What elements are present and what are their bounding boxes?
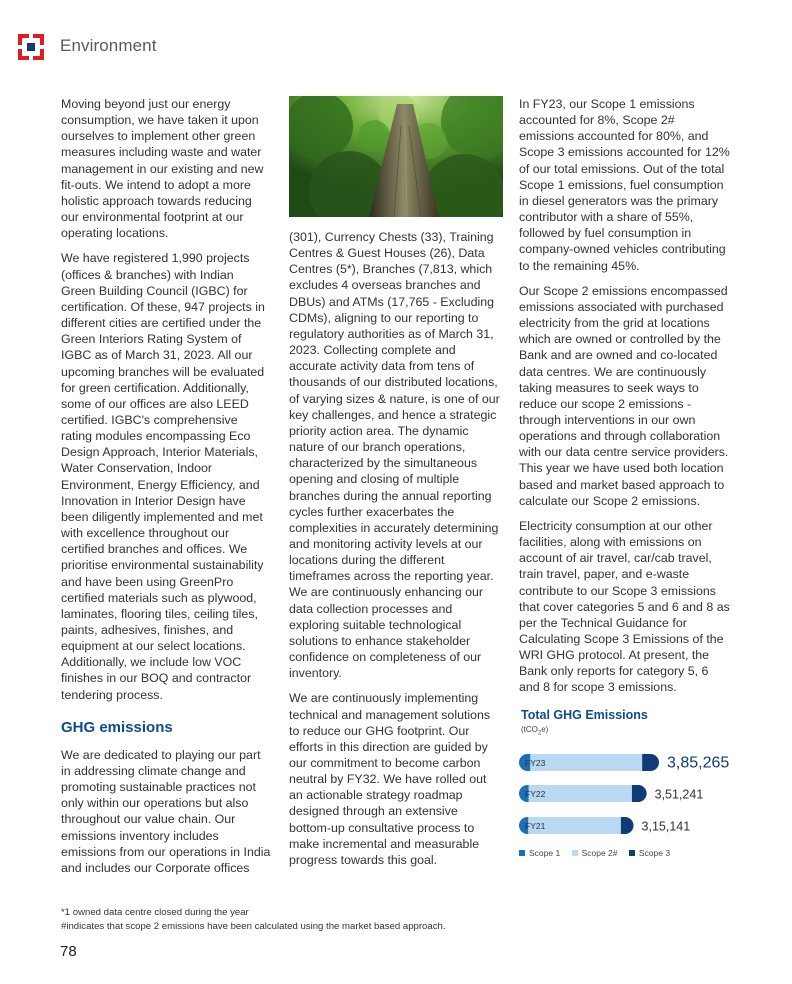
legend-swatch	[519, 850, 525, 856]
chart-title: Total GHG Emissions	[521, 708, 648, 722]
total-value-label: 3,15,141	[641, 819, 691, 834]
chart-legend	[519, 848, 679, 858]
paragraph: We have registered 1,990 projects (offices & branches) with Indian Green Building Council (IGBC) for certification. Of these, 947 projects in different cities are certified under the Green Interiors Rating System of IGBC as of March 31, 2023. All our upcoming branches will be evaluated for green certification. Additionally, some of our offices are also LEED certified. IGBC's comprehensive rating modules encompassing Eco Design Approach, Interior Materials, Water Conservation, Indoor Environment, Energy Efficiency, and Innovation in Interior Design have been diligently implemented and met with excellence throughout our certified branches and offices. We prioritise environmental sustainability and have been using GreenPro certified materials such as plywood, laminates, flooring tiles, ceiling tiles, paints, adhesives, finishes, and equipment at our select locations. Additionally, we include low VOC finishes in our BOQ and contractor tendering process.	[61, 251, 265, 702]
legend-item-scope-1	[519, 848, 560, 858]
column-right	[519, 96, 731, 705]
paragraph: Moving beyond just our energy consumption, we have taken it upon ourselves to implement other green measures including waste and water management in our existing and new fit-outs. We intend to adopt a more holistic approach towards reducing our environmental footprint at our operating locations.	[61, 97, 264, 241]
column-left	[61, 96, 271, 885]
legend-swatch	[629, 850, 635, 856]
paragraph: We are dedicated to playing our part in addressing climate change and promoting sustainable practices not only within our operations but also throughout our value chain. Our emissions inventory includes emissions from our operations in India and includes our Corporate offices	[61, 747, 271, 875]
unit-subscript: 2	[537, 730, 542, 737]
unit-prefix: (tCO	[521, 725, 538, 734]
unit-suffix: e)	[541, 725, 549, 734]
hdfc-bank-logo	[18, 34, 44, 60]
total-ghg-emissions-chart	[516, 704, 746, 858]
ghg-emissions-heading: GHG emissions	[61, 718, 173, 736]
paragraph: Electricity consumption at our other facilities, along with emissions on account of air travel, car/cab travel, train travel, paper, and e-waste contribute to our Scope 3 emissions that cover categories 5 and 6 and 8 as per the Technical Guidance for Calculating Scope 3 Emissions of the WRI GHG protocol. At present, the Bank only reports for category 5, 6 and 8 for scope 3 emissions.	[519, 518, 730, 695]
footnote-2: #indicates that scope 2 emissions have been calculated using the market based approach.	[61, 920, 446, 932]
total-value-label: 3,51,241	[654, 787, 704, 802]
paragraph: We are continuously implementing technical and management solutions to reduce our GHG footprint. Our efforts in this direction are guided by our commitment to become carbon neutral by FY32. We have rolled out an actionable strategy roadmap designed through an extensive bottom-up consultative process to make incremental and measurable progress towards this goal.	[289, 691, 491, 867]
legend-label: Scope 3	[638, 848, 671, 858]
paragraph: In FY23, our Scope 1 emissions accounted for 8%, Scope 2# emissions accounted for 80%, and Scope 3 emissions accounted for 12% of our total emissions. Out of the total Scope 1 emissions, fuel consumption in diesel generators was the primary contributor with a share of 55%, followed by fuel consumption in company-owned vehicles contributing to the remaining 45%.	[519, 97, 730, 273]
page-number: 78	[60, 943, 77, 960]
total-value-label: 3,85,265	[667, 754, 730, 772]
legend-label: Scope 1	[529, 848, 561, 858]
bar-fy22-scope-3	[632, 785, 647, 802]
chart-plot	[516, 704, 746, 844]
category-label: FY23	[525, 758, 546, 768]
legend-label: Scope 2#	[581, 848, 618, 858]
category-label: FY22	[525, 789, 546, 799]
paragraph: (301), Currency Chests (33), Training Centres & Guest Houses (26), Data Centres (5*), Branches (7,813, which excludes 4 overseas branches and DBUs) and ATMs (17,765 - Excluding CDMs), aligning to our reporting to regulatory authorities as of March 31, 2023. Collecting complete and accurate activity data from tens of thousands of our distributed locations, of varying sizes & nature, is one of our key challenges, and hence a strategic priority action area. The dynamic nature of our branch operations, characterized by the simultaneous opening and closing of multiple branches during the annual reporting cycles further exacerbates the complexities in accurately determining and monitoring activity levels at our locations during the different timeframes across the reporting year. We are continuously enhancing our data collection processes and exploring suitable technological solutions to enhance stakeholder confidence on completeness of our inventory.	[289, 230, 500, 681]
legend-item-scope-2	[572, 848, 618, 858]
category-label: FY21	[525, 821, 546, 831]
bar-fy23-scope-2	[530, 754, 643, 771]
section-title: Environment	[60, 36, 157, 55]
legend-swatch	[572, 850, 578, 856]
footnotes	[61, 906, 446, 933]
bar-fy23-scope-3	[642, 754, 659, 771]
legend-item-scope-3	[629, 848, 670, 858]
column-middle	[289, 229, 501, 877]
forest-canopy-photo	[289, 96, 503, 217]
bar-fy21-scope-3	[621, 817, 634, 834]
paragraph: Our Scope 2 emissions encompassed emissions associated with purchased electricity from the grid at locations which are owned or controlled by the Bank and are owned and co-located data centres. We are continuously taking measures to seek ways to reduce our scope 2 emissions - through interventions in our own operations and through collaboration with our data centre service providers. This year we have used both location based and market based approach to calculate our Scope 2 emissions.	[519, 283, 729, 508]
footnote-1: *1 owned data centre closed during the year	[61, 907, 249, 918]
